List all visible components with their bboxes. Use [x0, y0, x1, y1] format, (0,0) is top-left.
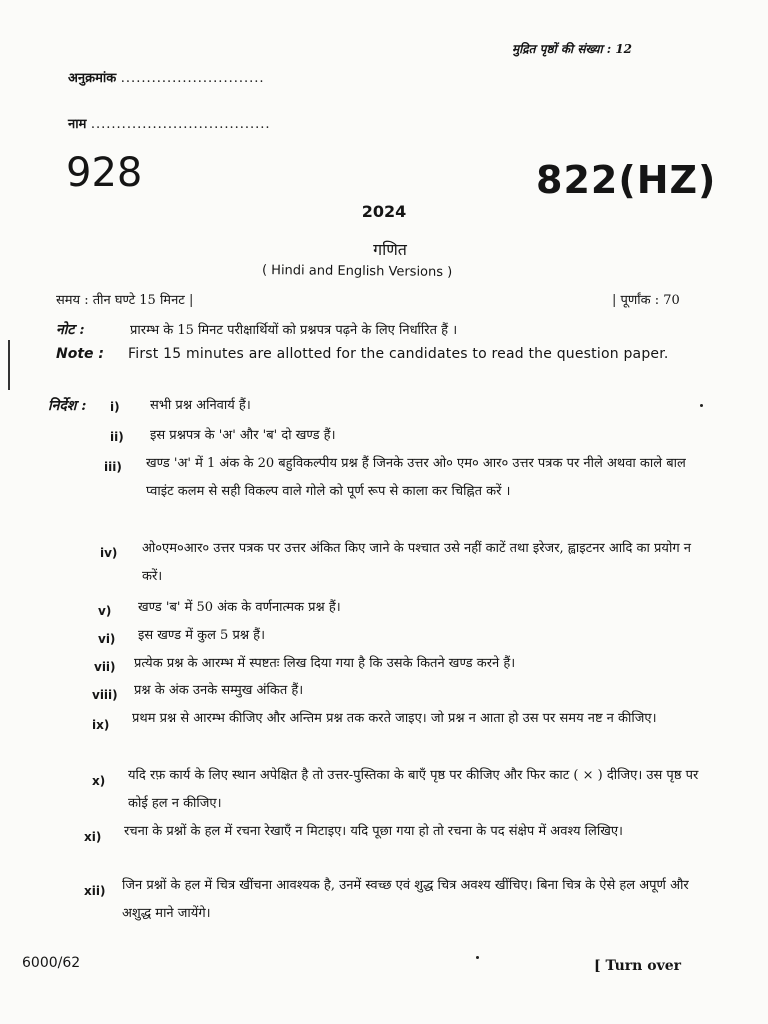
- instruction-text: सभी प्रश्न अनिवार्य हैं।: [150, 398, 251, 413]
- ink-speck: [476, 956, 479, 959]
- instruction-text: खण्ड 'ब' में 50 अंक के वर्णनात्मक प्रश्न हैं।: [138, 600, 341, 615]
- margin-mark: [8, 340, 10, 390]
- instruction-number: i): [110, 400, 120, 414]
- instruction-text: प्रथम प्रश्न से आरम्भ कीजिए और अन्तिम प्रश्न तक करते जाइए। जो प्रश्न न आता हो उस पर समय नष्ट न कीजिए।: [132, 711, 657, 726]
- note-hindi-text: प्रारम्भ के 15 मिनट परीक्षार्थियों को प्रश्नपत्र पढ़ने के लिए निर्धारित हैं ।: [130, 323, 458, 338]
- turn-over-note: [ Turn over: [594, 958, 681, 974]
- instruction-text: इस खण्ड में कुल 5 प्रश्न हैं।: [138, 628, 265, 643]
- instruction-text: इस प्रश्नपत्र के 'अ' और 'ब' दो खण्ड हैं।: [150, 428, 336, 443]
- instruction-number: iii): [104, 460, 122, 474]
- note-english-label: Note :: [56, 346, 104, 362]
- roll-number-label: अनुक्रमांक: [68, 71, 117, 86]
- ink-speck: [700, 404, 703, 407]
- instruction-text: ओ०एम०आर० उत्तर पत्रक पर उत्तर अंकित किए जाने के पश्चात उसे नहीं काटें तथा इरेजर, ह्वाइटनर आदि का प्रयोग न करें।: [142, 541, 691, 584]
- instruction-number: x): [92, 774, 106, 788]
- roll-number-field: [68, 68, 265, 86]
- instruction-number: vi): [98, 632, 116, 646]
- instructions-label: निर्देश :: [48, 398, 87, 414]
- instruction-text: रचना के प्रश्नों के हल में रचना रेखाएँ न मिटाइए। यदि पूछा गया हो तो रचना के पद संक्षेप में अवश्य लिखिए।: [124, 824, 623, 839]
- instruction-text: यदि रफ़ कार्य के लिए स्थान अपेक्षित है तो उत्तर-पुस्तिका के बाएँ पृष्ठ पर कीजिए और फिर काट ( × ) दीजिए। उस पृष्ठ पर कोई हल न कीजिए।: [128, 768, 699, 811]
- instruction-number: vii): [94, 660, 116, 674]
- instruction-number: ii): [110, 430, 124, 444]
- instruction-number: viii): [92, 688, 118, 702]
- instruction-text: खण्ड 'अ' में 1 अंक के 20 बहुविकल्पीय प्रश्न हैं जिनके उत्तर ओ० एम० आर० उत्तर पत्रक पर नीले अथवा काले बाल प्वाइंट कलम से सही विकल्प वाले गोले को पूर्ण रूप से काला कर चिह्नित करें ।: [146, 456, 686, 499]
- name-blank: ...................................: [90, 117, 271, 132]
- subject-title: गणित: [373, 240, 407, 259]
- footer-code: 6000/62: [22, 955, 81, 971]
- instruction-number: iv): [100, 546, 118, 560]
- instruction-text: प्रत्येक प्रश्न के आरम्भ में स्पष्टतः लिख दिया गया है कि उसके कितने खण्ड करने हैं।: [134, 656, 516, 671]
- roll-number-blank: ............................: [120, 71, 265, 86]
- instruction-number: ix): [92, 718, 110, 732]
- paper-code: 822(HZ): [536, 158, 717, 202]
- instruction-text: जिन प्रश्नों के हल में चित्र खींचना आवश्यक है, उनमें स्वच्छ एवं शुद्ध चित्र अवश्य खींचिए। बिना चित्र के ऐसे हल अपूर्ण और अशुद्ध माने जायेंगे।: [122, 878, 689, 921]
- time-allowed: समय : तीन घण्टे 15 मिनट |: [56, 293, 194, 308]
- language-versions: ( Hindi and English Versions ): [261, 263, 453, 280]
- maximum-marks: | पूर्णांक : 70: [612, 293, 680, 308]
- instruction-number: xi): [84, 830, 102, 844]
- printed-pages-count: मुद्रित पृष्ठों की संख्या : 12: [512, 42, 633, 56]
- name-label: नाम: [68, 117, 87, 132]
- note-hindi-label: नोट :: [56, 322, 85, 338]
- note-english-text: First 15 minutes are allotted for the candidates to read the question paper.: [128, 346, 669, 362]
- exam-year: 2024: [361, 202, 407, 221]
- instruction-number: v): [98, 604, 112, 618]
- instruction-number: xii): [84, 884, 106, 898]
- instruction-text: प्रश्न के अंक उनके सम्मुख अंकित हैं।: [134, 683, 304, 698]
- center-code: 928: [66, 150, 143, 196]
- name-field: [68, 114, 271, 132]
